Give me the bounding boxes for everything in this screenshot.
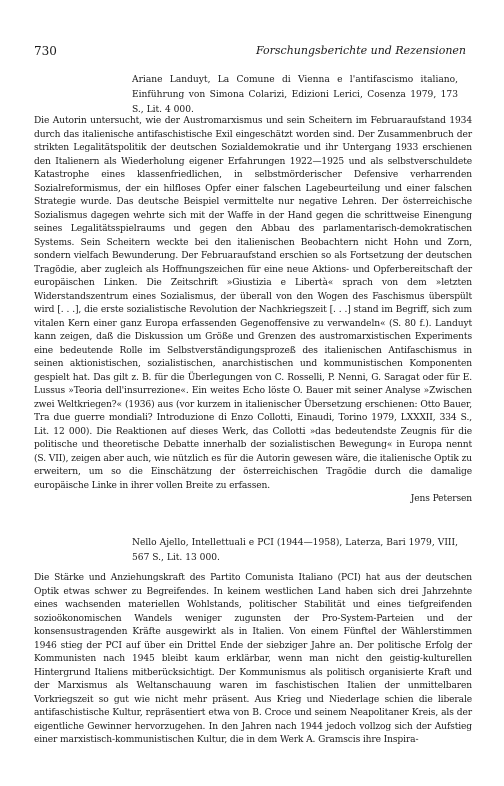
page-number: 730 xyxy=(34,44,57,58)
review-1-citation: Ariane Landuyt, La Comune di Vienna e l'antifascismo italiano, Einführung von Simona Colarizi, Edizioni Lerici, Cosenza 1979, 173 S., Lit. 4 000. xyxy=(132,75,458,115)
review-1-body xyxy=(34,115,472,507)
review-2-citation: Nello Ajello, Intellettuali e PCI (1944—1958), Laterza, Bari 1979, VIII, 567 S., Lit. 13 000. xyxy=(132,538,458,563)
review-1-text: Die Autorin untersucht, wie der Austromarxismus und sein Scheitern im Februaraufstand 1934 durch das italienische antifaschistische Exil eingeschätzt worden sind. Der Zusammenbruch der strikten Legalitätspolitik der deutschen Sozialdemokratie und ihr Untergang 1933 erschienen den Italienern als Wiederholung eigener Erfahrungen 1922—1925 und als selbstverschuldete Katastrophe eines klassenfriedlichen, in selbstmörderischer Defensive verharrenden Sozialreformismus, der ein hilfloses Opfer einer falschen Lagebeurteilung und einer falschen Strategie wurde. Das deutsche Beispiel vermittelte nur negative Lehren. Der österreichische Sozialismus dagegen wehrte sich mit der Waffe in der Hand gegen die schrittweise Einengung seines Legalitätsspielraums und gegen den Abbau des parlamentarisch-demokratischen Systems. Sein Scheitern weckte bei den italienischen Beobachtern nicht Hohn und Zorn, sondern vielfach Bewunderung. Der Februaraufstand erschien so als Fortsetzung der deutschen Tragödie, aber zugleich als Hoffnungszeichen für eine neue Aktions- und Opferbereitschaft der europäischen Linken. Die Zeitschrift »Giustizia e Libertà« sprach von dem »letzten Widerstandszentrum eines Sozialismus, der überall von den Wogen des Faschismus überspült wird [. . .], die erste sozialistische Revolution der Nachkriegszeit [. . .] stand im Begriff, sich zum vitalen Kern einer ganz Europa erfassenden Gegenoffensive zu verwandeln« (S. 80 f.). Landuyt kann zeigen, daß die Diskussion um Größe und Grenzen des austromarxistischen Experiments eine bedeutende Rolle im Selbstverständigungsprozeß des italienischen Antifaschismus in seinen aktionistischen, sozialistischen, anarchistischen und kommunistischen Komponenten gespielt hat. Das gilt z. B. für die Überlegungen von C. Rosselli, P. Nenni, G. Saragat oder für E. Lussus »Teoria dell'insurrezione«. Ein weites Echo löste O. Bauer mit seiner Analyse »Zwischen zwei Weltkriegen?« (1936) aus (vor kurzem in italienischer Übersetzung erschienen: Otto Bauer, Tra due guerre mondiali? Introduzione di Enzo Collotti, Einaudi, Torino 1979, LXXXII, 334 S., Lit. 12 000). Die Reaktionen auf dieses Werk, das Collotti »das bedeutendste Zeugnis für die politische und theoretische Debatte innerhalb der sozialistischen Bewegung« in Europa nennt (S. VII), zeigen aber auch, wie nützlich es für die Autorin gewesen wäre, die italienische Optik zu erweitern, um so die Einschätzung der österreichischen Tragödie durch die damalige europäische Linke in ihrer vollen Breite zu erfassen. xyxy=(34,116,472,491)
running-title: Forschungsberichte und Rezensionen xyxy=(255,44,466,57)
review-1-reviewer: Jens Petersen xyxy=(410,494,472,504)
review-2-body xyxy=(34,572,472,748)
review-2-text: Die Stärke und Anziehungskraft des Partito Comunista Italiano (PCI) hat aus der deutschen Optik etwas schwer zu Begreifendes. In keinem westlichen Land haben sich drei Jahrzehnte eines wachsenden materiellen Wohlstands, politischer Stabilität und eines tiefgreifenden sozioökonomischen Wandels weniger zugunsten der Pro-System-Parteien und der konsensustragenden Kräfte ausgewirkt als in Italien. Von einem Fünftel der Wählerstimmen 1946 stieg der PCI auf über ein Drittel Ende der siebziger Jahre an. Der politische Erfolg der Kommunisten nach 1945 bleibt kaum erklärbar, wenn man nicht den geistig-kulturellen Hintergrund Italiens mitberücksichtigt. Der Kommunismus als politisch organisierte Kraft und der Marxismus als Weltanschauung waren im faschistischen Italien der unmittelbaren Vorkriegszeit so gut wie nicht mehr präsent. Aus Krieg und Niederlage schien die liberale antifaschistische Kultur, repräsentiert etwa von B. Croce und seinem Neapolitaner Kreis, als der eigentliche Gewinner hervorzugehen. In den Jahren nach 1944 jedoch vollzog sich der Aufstieg einer marxistisch-kommunistischen Kultur, die in dem Werk A. Gramscis ihre Inspira- xyxy=(34,573,472,745)
